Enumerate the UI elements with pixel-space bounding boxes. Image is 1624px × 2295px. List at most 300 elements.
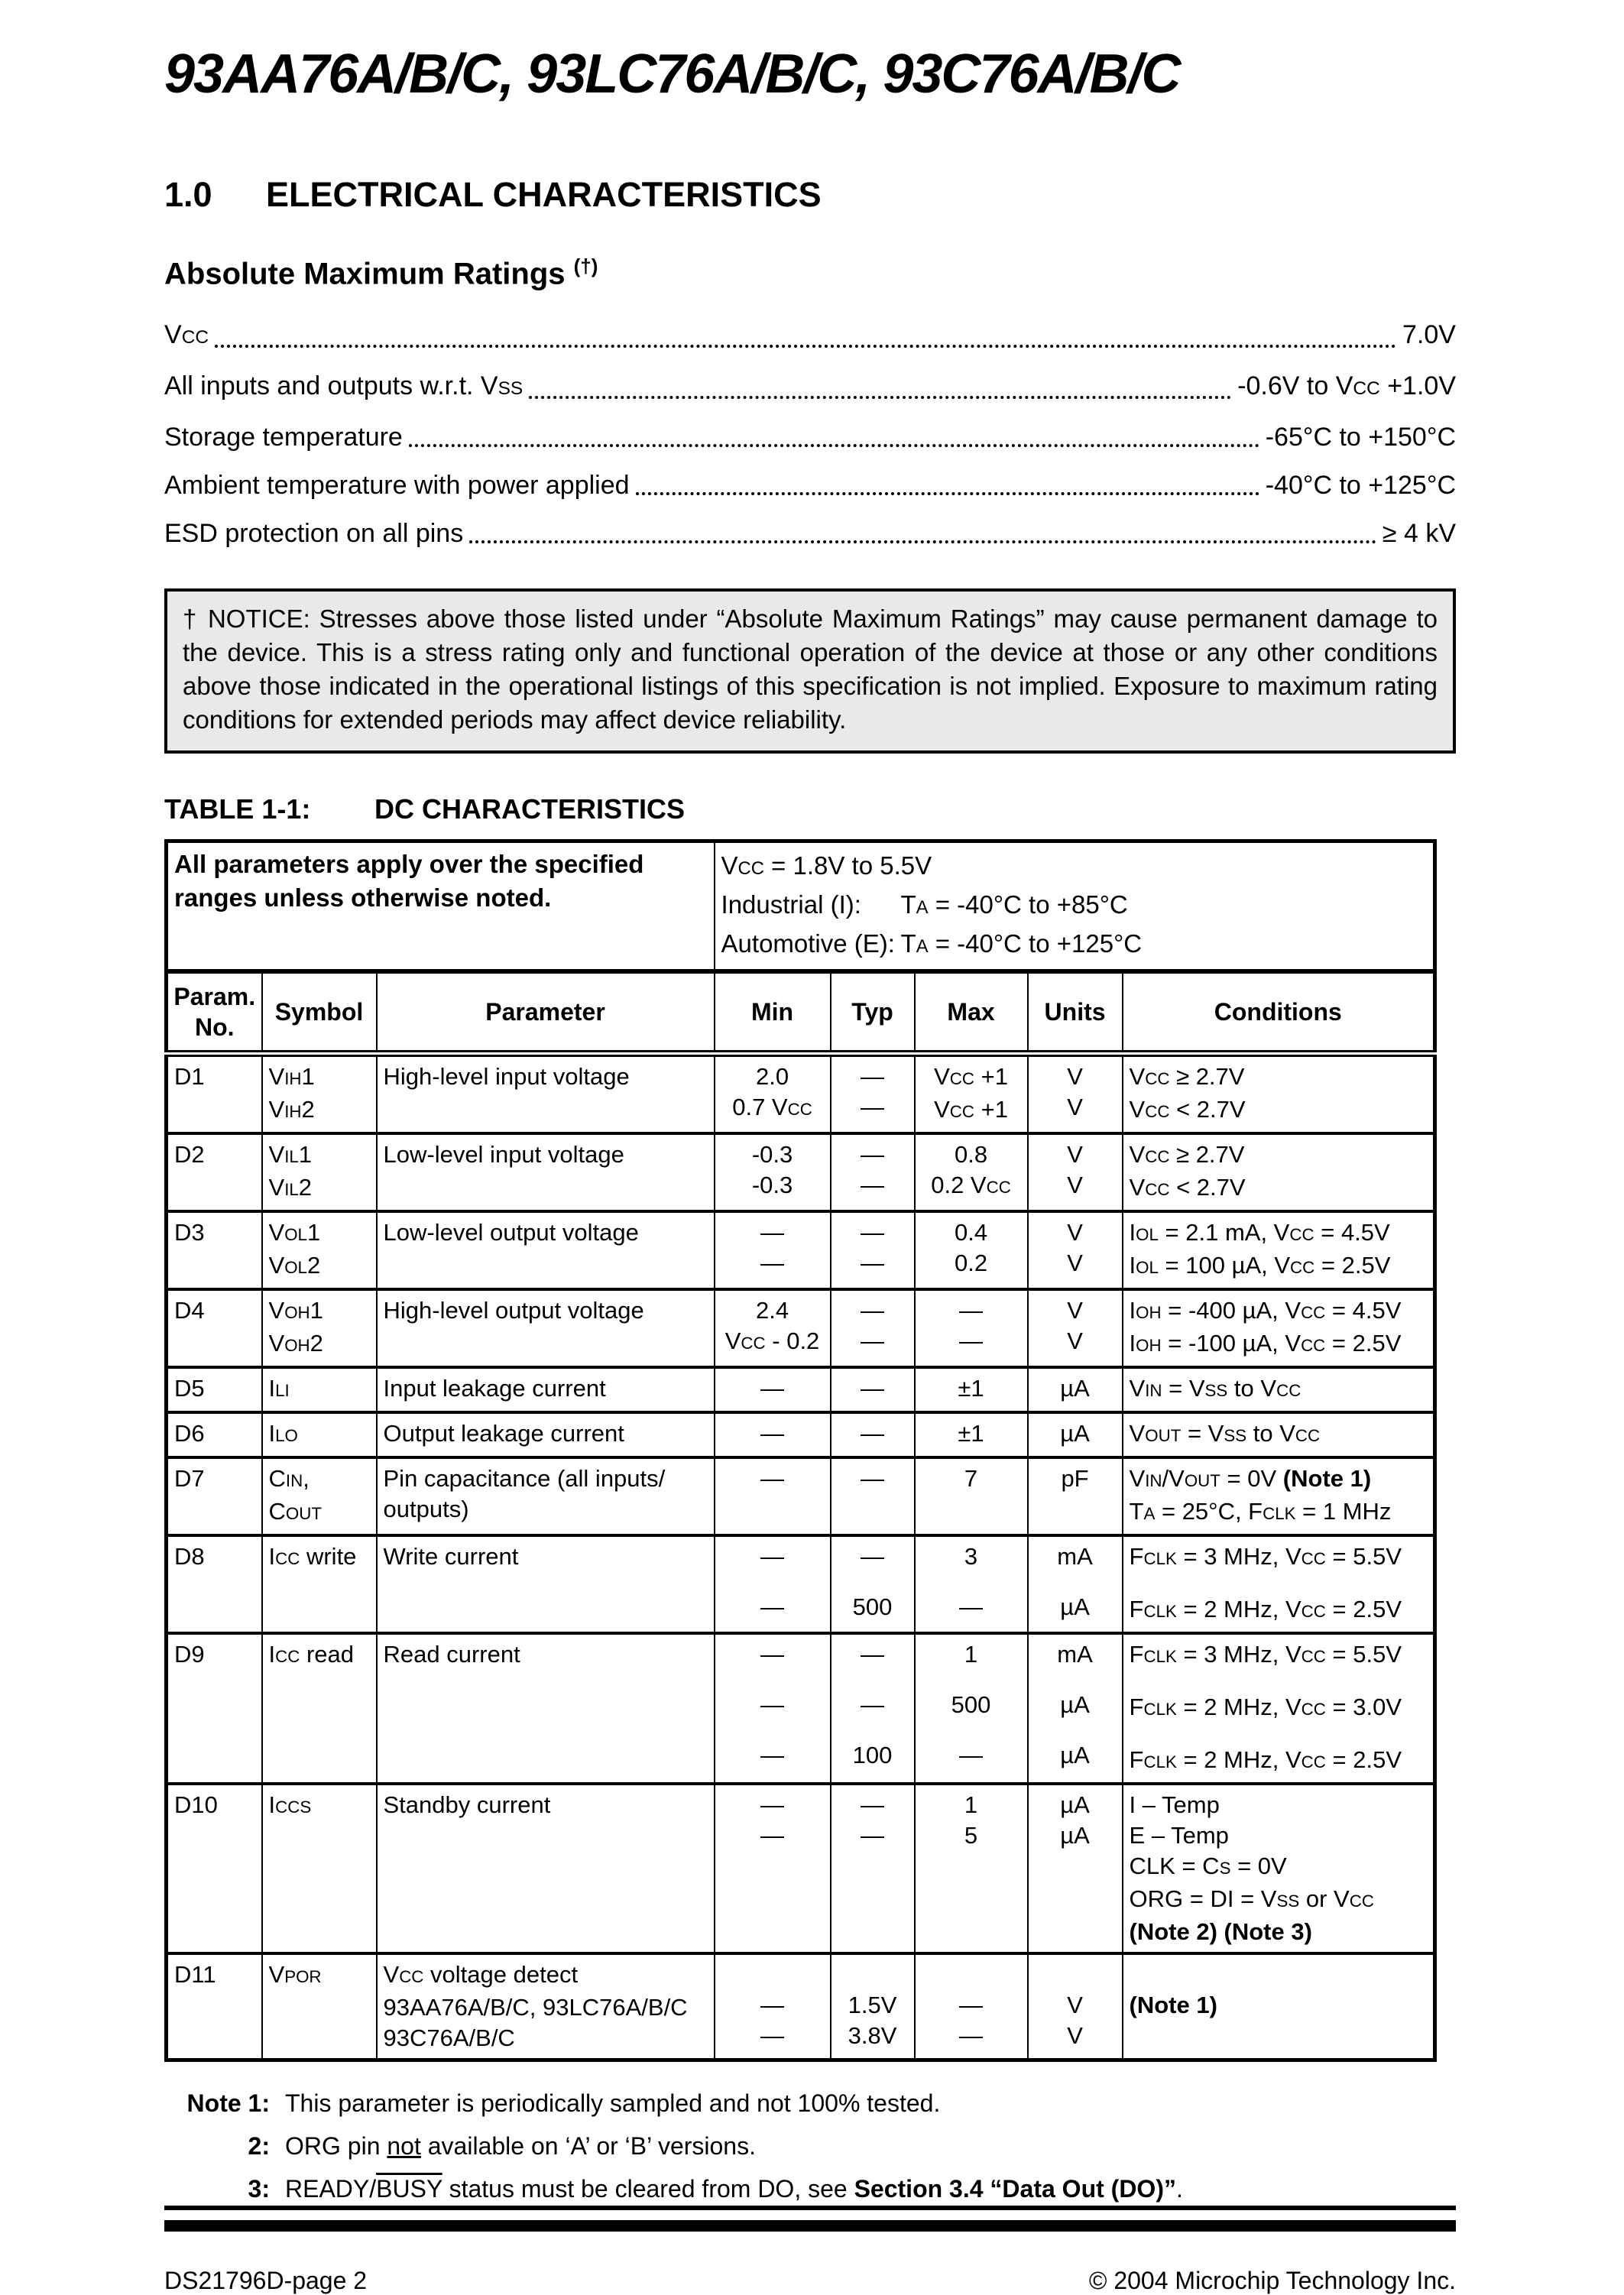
cell-min [715, 1633, 831, 1784]
cell-line: IOH = -100 µA, VCC = 2.5V [1129, 1330, 1402, 1357]
column-header: Typ [831, 971, 915, 1054]
cell-min [715, 1133, 831, 1211]
table-caption-label: TABLE 1-1: [164, 793, 311, 825]
table-row [167, 1211, 1435, 1289]
note-label: 2: [248, 2132, 270, 2160]
dc-characteristics-table [164, 839, 1437, 2062]
cell-cond [1123, 1633, 1435, 1784]
rating-label: Storage temperature [164, 423, 403, 452]
footer-rule-thick [164, 2220, 1456, 2232]
cell-max [915, 1633, 1028, 1784]
cell-units [1028, 1289, 1123, 1367]
cell-line: mA [1057, 1543, 1093, 1571]
table-row [167, 1953, 1435, 2060]
cell-typ [831, 1289, 915, 1367]
cell-line: µA [1060, 1742, 1090, 1769]
cell-line: VCC +1 [934, 1063, 1008, 1091]
cell-line: VOUT = VSS to VCC [1129, 1420, 1321, 1447]
rating-row [164, 319, 1456, 353]
cell-max [915, 1211, 1028, 1289]
cell-line: D2 [174, 1141, 205, 1169]
cell-line: 500 [951, 1691, 991, 1719]
cell-line: 0.4 [954, 1219, 988, 1246]
cell-line: 2.4 [755, 1297, 789, 1324]
cell-line: VCC < 2.7V [1129, 1096, 1246, 1123]
table-header-row [167, 971, 1435, 1054]
cell-line: — [760, 1420, 785, 1447]
cell-line: D4 [174, 1297, 205, 1324]
cell-line: V [1067, 1172, 1083, 1199]
cell-max [915, 1535, 1028, 1633]
cell-units [1028, 1535, 1123, 1633]
cell-param [377, 1633, 715, 1784]
cell-symbol [262, 1457, 377, 1535]
cell-units [1028, 1054, 1123, 1134]
cell-line: — [760, 1465, 785, 1493]
cell-line: — [760, 1641, 785, 1668]
cell-symbol [262, 1133, 377, 1211]
cell-line: VIL1 [268, 1141, 313, 1169]
note-row [164, 2172, 1456, 2206]
cell-line: V [1067, 1992, 1083, 2019]
cell-param [377, 1457, 715, 1535]
table-meta-right [715, 841, 1435, 972]
section-number: 1.0 [164, 175, 212, 214]
cell-line: — [760, 1375, 785, 1402]
cell-line [1035, 1960, 1116, 1990]
cell-line [922, 1960, 1021, 1990]
cell-line: — [760, 1543, 785, 1571]
notes-section [164, 2077, 1456, 2206]
cell-line: Read current [383, 1641, 520, 1668]
abs-max-heading [164, 254, 1456, 291]
cell-line: 0.7 VCC [732, 1094, 812, 1121]
cell-typ [831, 1457, 915, 1535]
cell-line: — [861, 1465, 885, 1493]
cell-line: — [760, 1791, 785, 1819]
cell-min [715, 1289, 831, 1367]
cell-line: (Note 2) (Note 3) [1129, 1918, 1312, 1946]
cell-line: I – Temp [1129, 1791, 1220, 1819]
cell-typ [831, 1412, 915, 1457]
cell-symbol [262, 1367, 377, 1412]
dotted-leader [529, 396, 1231, 399]
cell-line: Input leakage current [383, 1375, 606, 1402]
cell-line: 100 [852, 1742, 893, 1769]
cell-line: — [861, 1141, 885, 1169]
cell-typ [831, 1367, 915, 1412]
dc-table-head [167, 841, 1435, 1054]
meta-label: VCC = 1.8V to 5.5V [721, 851, 932, 880]
cell-typ [831, 1054, 915, 1134]
column-header: Conditions [1123, 971, 1435, 1054]
cell-line: COUT [268, 1498, 322, 1525]
rating-value: -0.6V to VCC +1.0V [1237, 371, 1456, 401]
dc-table-body [167, 1054, 1435, 2060]
column-header: Symbol [262, 971, 377, 1054]
cell-line: VIN/VOUT = 0V (Note 1) [1129, 1465, 1372, 1493]
cell-line: TA = 25°C, FCLK = 1 MHz [1129, 1498, 1392, 1525]
cell-line: 0.8 [954, 1141, 988, 1169]
table-caption-title: DC CHARACTERISTICS [374, 793, 686, 825]
cell-line: — [861, 1420, 885, 1447]
cell-line: µA [1060, 1822, 1090, 1849]
cell-line: E – Temp [1129, 1822, 1229, 1849]
cell-line: Low-level input voltage [383, 1141, 624, 1169]
cell-line [838, 1960, 908, 1990]
cell-cond [1123, 1412, 1435, 1457]
abs-max-heading-text: Absolute Maximum Ratings [164, 257, 566, 291]
cell-typ [831, 1633, 915, 1784]
cell-min [715, 1535, 831, 1633]
cell-line: D9 [174, 1641, 205, 1668]
page-title: 93AA76A/B/C, 93LC76A/B/C, 93C76A/B/C [164, 44, 1180, 105]
cell-line: VOH2 [268, 1330, 323, 1357]
cell-line: FCLK = 2 MHz, VCC = 2.5V [1129, 1596, 1402, 1623]
cell-line: High-level input voltage [383, 1063, 630, 1091]
meta-line [721, 848, 1428, 887]
cell-cond [1123, 1133, 1435, 1211]
cell-line: D3 [174, 1219, 205, 1246]
table-caption [164, 793, 1456, 825]
cell-param [377, 1953, 715, 2060]
cell-param [377, 1412, 715, 1457]
cell-line: — [760, 1822, 785, 1849]
cell-param [377, 1784, 715, 1953]
dagger-superscript: (†) [573, 254, 598, 277]
cell-line: — [861, 1691, 885, 1719]
cell-line: 1 [964, 1641, 978, 1668]
cell-line: — [861, 1641, 885, 1668]
cell-line: 5 [964, 1822, 978, 1849]
rating-value: 7.0V [1402, 320, 1456, 350]
cell-units [1028, 1784, 1123, 1953]
cell-symbol [262, 1211, 377, 1289]
cell-line: D11 [174, 1961, 216, 1989]
cell-line: — [959, 1593, 984, 1621]
cell-max [915, 1133, 1028, 1211]
cell-line [1130, 1960, 1428, 1990]
cell-line: Output leakage current [383, 1420, 624, 1447]
cell-line: IOH = -400 µA, VCC = 4.5V [1129, 1297, 1402, 1324]
note-label: 3: [248, 2175, 270, 2203]
cell-typ [831, 1953, 915, 2060]
cell-no [167, 1133, 262, 1211]
cell-line: ICC read [268, 1641, 355, 1668]
cell-no [167, 1412, 262, 1457]
cell-units [1028, 1953, 1123, 2060]
table-meta-left: All parameters apply over the specified ranges unless otherwise noted. [167, 841, 715, 972]
cell-line: ±1 [958, 1420, 984, 1447]
cell-param [377, 1133, 715, 1211]
cell-line: 0.2 [954, 1250, 988, 1277]
cell-line: — [760, 1992, 785, 2019]
cell-line: IOL = 100 µA, VCC = 2.5V [1129, 1252, 1391, 1279]
cell-units [1028, 1457, 1123, 1535]
cell-cond [1123, 1211, 1435, 1289]
notice-box: † NOTICE: Stresses above those listed under “Absolute Maximum Ratings” may cause permanent damage to the device. This is a stress rating only and functional operation of the device at those or any other conditions above those indicated in the operational listings of this specification is not implied. Exposure to maximum rating conditions for extended periods may affect device reliability. [164, 588, 1456, 754]
cell-cond [1123, 1367, 1435, 1412]
cell-line: D5 [174, 1375, 205, 1402]
cell-max [915, 1289, 1028, 1367]
cell-max [915, 1457, 1028, 1535]
rating-label: Ambient temperature with power applied [164, 471, 630, 501]
table-row [167, 1133, 1435, 1211]
cell-line: -0.3 [751, 1172, 793, 1199]
cell-max [915, 1367, 1028, 1412]
cell-typ [831, 1133, 915, 1211]
cell-line: — [760, 1742, 785, 1769]
cell-line: ILI [268, 1375, 290, 1402]
cell-line: V [1067, 1094, 1083, 1121]
cell-line: — [959, 2022, 984, 2050]
cell-cond [1123, 1784, 1435, 1953]
cell-line: V [1067, 2022, 1083, 2050]
cell-line: -0.3 [751, 1141, 793, 1169]
cell-line: — [861, 1250, 885, 1277]
table-row [167, 1535, 1435, 1633]
cell-line: High-level output voltage [383, 1297, 644, 1324]
cell-line: FCLK = 3 MHz, VCC = 5.5V [1129, 1543, 1402, 1571]
cell-line: 93AA76A/B/C, 93LC76A/B/C [383, 1994, 688, 2021]
cell-line: ILO [268, 1420, 298, 1447]
cell-line: — [861, 1375, 885, 1402]
column-header: Parameter [377, 971, 715, 1054]
cell-line: VIL2 [268, 1174, 313, 1201]
cell-line: — [959, 1327, 984, 1355]
cell-no [167, 1633, 262, 1784]
cell-line: ICCS [268, 1791, 312, 1819]
meta-line [721, 925, 1428, 964]
cell-line [721, 1960, 824, 1990]
column-header: Units [1028, 971, 1123, 1054]
cell-cond [1123, 1953, 1435, 2060]
footer-doc-number: DS21796D-page 2 [164, 2267, 368, 2295]
rating-row [164, 371, 1456, 404]
cell-line: — [959, 1992, 984, 2019]
cell-line: V [1067, 1327, 1083, 1355]
cell-max [915, 1412, 1028, 1457]
cell-line: CIN, [268, 1465, 310, 1493]
dotted-leader [469, 540, 1376, 543]
cell-no [167, 1289, 262, 1367]
rating-label: All inputs and outputs w.r.t. VSS [164, 371, 524, 401]
cell-line: VOL1 [268, 1219, 321, 1246]
cell-line: VCC < 2.7V [1129, 1174, 1246, 1201]
table-row [167, 1367, 1435, 1412]
rating-value: -65°C to +150°C [1265, 423, 1456, 452]
cell-line: µA [1060, 1375, 1090, 1402]
cell-line: VCC voltage detect [383, 1961, 579, 1989]
rating-value: -40°C to +125°C [1265, 471, 1456, 501]
cell-param [377, 1535, 715, 1633]
cell-line: CLK = CS = 0V [1129, 1853, 1287, 1880]
note-text: ORG pin not available on ‘A’ or ‘B’ versions. [285, 2132, 756, 2160]
rating-value: ≥ 4 kV [1382, 519, 1456, 549]
cell-line: 3.8V [848, 2022, 897, 2050]
cell-param [377, 1367, 715, 1412]
abs-max-list [164, 302, 1456, 549]
cell-symbol [262, 1412, 377, 1457]
section-title: ELECTRICAL CHARACTERISTICS [266, 175, 822, 214]
cell-line: — [861, 1094, 885, 1121]
cell-line: VIN = VSS to VCC [1129, 1375, 1301, 1402]
cell-line: — [760, 1250, 785, 1277]
cell-line: µA [1060, 1420, 1090, 1447]
meta-value: TA = -40°C to +85°C [900, 890, 1128, 919]
cell-line: VCC ≥ 2.7V [1129, 1141, 1245, 1169]
rating-row [164, 470, 1456, 501]
section-heading [164, 175, 1456, 215]
cell-line: FCLK = 2 MHz, VCC = 3.0V [1129, 1694, 1402, 1721]
meta-value: TA = -40°C to +125°C [900, 929, 1143, 958]
rating-label: ESD protection on all pins [164, 519, 464, 549]
cell-units [1028, 1412, 1123, 1457]
note-text: This parameter is periodically sampled and not 100% tested. [285, 2089, 941, 2118]
dotted-leader [215, 345, 1396, 348]
cell-line: VIH1 [268, 1063, 315, 1091]
cell-line: 1.5V [848, 1992, 897, 2019]
cell-line: — [760, 2022, 785, 2050]
cell-line: — [861, 1172, 885, 1199]
note-text: READY/BUSY status must be cleared from DO, see Section 3.4 “Data Out (DO)”. [285, 2175, 1183, 2203]
cell-line: V [1067, 1141, 1083, 1169]
cell-typ [831, 1535, 915, 1633]
cell-line: V [1067, 1250, 1083, 1277]
cell-line: Standby current [383, 1791, 551, 1819]
column-header: Min [715, 971, 831, 1054]
cell-symbol [262, 1784, 377, 1953]
rating-row [164, 422, 1456, 452]
cell-line: FCLK = 3 MHz, VCC = 5.5V [1129, 1641, 1402, 1668]
dotted-leader [636, 492, 1259, 495]
cell-no [167, 1457, 262, 1535]
cell-line: — [959, 1742, 984, 1769]
cell-no [167, 1211, 262, 1289]
page-footer [164, 2206, 1456, 2295]
cell-line: 3 [964, 1543, 978, 1571]
table-row [167, 1412, 1435, 1457]
note-label: Note 1: [186, 2089, 270, 2118]
table-row [167, 1054, 1435, 1134]
cell-line: D8 [174, 1543, 205, 1571]
cell-units [1028, 1367, 1123, 1412]
cell-line: — [861, 1063, 885, 1091]
cell-param [377, 1211, 715, 1289]
cell-line: VCC +1 [934, 1096, 1008, 1123]
column-header: Max [915, 971, 1028, 1054]
cell-line: 500 [852, 1593, 893, 1621]
cell-cond [1123, 1535, 1435, 1633]
column-header: Param. No. [167, 971, 262, 1054]
cell-min [715, 1367, 831, 1412]
dotted-leader [409, 444, 1259, 447]
cell-line: VCC - 0.2 [724, 1327, 820, 1355]
cell-min [715, 1784, 831, 1953]
cell-line: µA [1060, 1791, 1090, 1819]
meta-line [721, 887, 1428, 925]
cell-line: D7 [174, 1465, 205, 1493]
rating-row [164, 518, 1456, 549]
cell-line: — [861, 1791, 885, 1819]
cell-line: — [861, 1297, 885, 1324]
note-row [164, 2086, 1456, 2120]
cell-max [915, 1784, 1028, 1953]
cell-line: VCC ≥ 2.7V [1129, 1063, 1245, 1091]
cell-line: 93C76A/B/C [383, 2024, 515, 2052]
cell-line: — [760, 1691, 785, 1719]
cell-units [1028, 1633, 1123, 1784]
cell-min [715, 1211, 831, 1289]
cell-line: — [760, 1593, 785, 1621]
cell-min [715, 1953, 831, 2060]
cell-no [167, 1953, 262, 2060]
cell-line: IOL = 2.1 mA, VCC = 4.5V [1129, 1219, 1390, 1246]
cell-line: 2.0 [755, 1063, 789, 1091]
cell-cond [1123, 1289, 1435, 1367]
cell-line: mA [1057, 1641, 1093, 1668]
cell-line: Write current [383, 1543, 519, 1571]
footer-copyright: © 2004 Microchip Technology Inc. [1088, 2267, 1456, 2295]
cell-line: ICC write [268, 1543, 357, 1571]
cell-line: ±1 [958, 1375, 984, 1402]
cell-cond [1123, 1457, 1435, 1535]
cell-max [915, 1953, 1028, 2060]
cell-line: — [861, 1822, 885, 1849]
cell-units [1028, 1133, 1123, 1211]
cell-typ [831, 1211, 915, 1289]
cell-min [715, 1412, 831, 1457]
cell-line: — [861, 1543, 885, 1571]
cell-min [715, 1457, 831, 1535]
cell-line: V [1067, 1297, 1083, 1324]
cell-line: (Note 1) [1129, 1992, 1217, 2019]
cell-param [377, 1054, 715, 1134]
table-meta-row [167, 841, 1435, 972]
table-row [167, 1784, 1435, 1953]
cell-symbol [262, 1535, 377, 1633]
meta-label: Industrial (I): [721, 890, 861, 919]
cell-symbol [262, 1289, 377, 1367]
cell-line: V [1067, 1063, 1083, 1091]
cell-line: VOL2 [268, 1252, 321, 1279]
cell-typ [831, 1784, 915, 1953]
cell-line: Low-level output voltage [383, 1219, 639, 1246]
cell-line: D1 [174, 1063, 205, 1091]
cell-line: outputs) [383, 1496, 469, 1523]
cell-max [915, 1054, 1028, 1134]
cell-line: µA [1060, 1593, 1090, 1621]
cell-line: — [959, 1297, 984, 1324]
table-row [167, 1457, 1435, 1535]
cell-line: — [861, 1219, 885, 1246]
meta-label: Automotive (E): [721, 929, 895, 958]
rating-label: VCC [164, 320, 209, 350]
cell-line: 1 [964, 1791, 978, 1819]
cell-units [1028, 1211, 1123, 1289]
table-row [167, 1289, 1435, 1367]
note-row [164, 2129, 1456, 2163]
cell-min [715, 1054, 831, 1134]
cell-no [167, 1784, 262, 1953]
cell-line: ORG = DI = VSS or VCC [1129, 1885, 1374, 1913]
cell-line: — [760, 1219, 785, 1246]
cell-line: 0.2 VCC [931, 1172, 1011, 1199]
cell-line: 7 [964, 1465, 978, 1493]
cell-line: Pin capacitance (all inputs/ [383, 1465, 666, 1493]
cell-no [167, 1367, 262, 1412]
cell-line: µA [1060, 1691, 1090, 1719]
